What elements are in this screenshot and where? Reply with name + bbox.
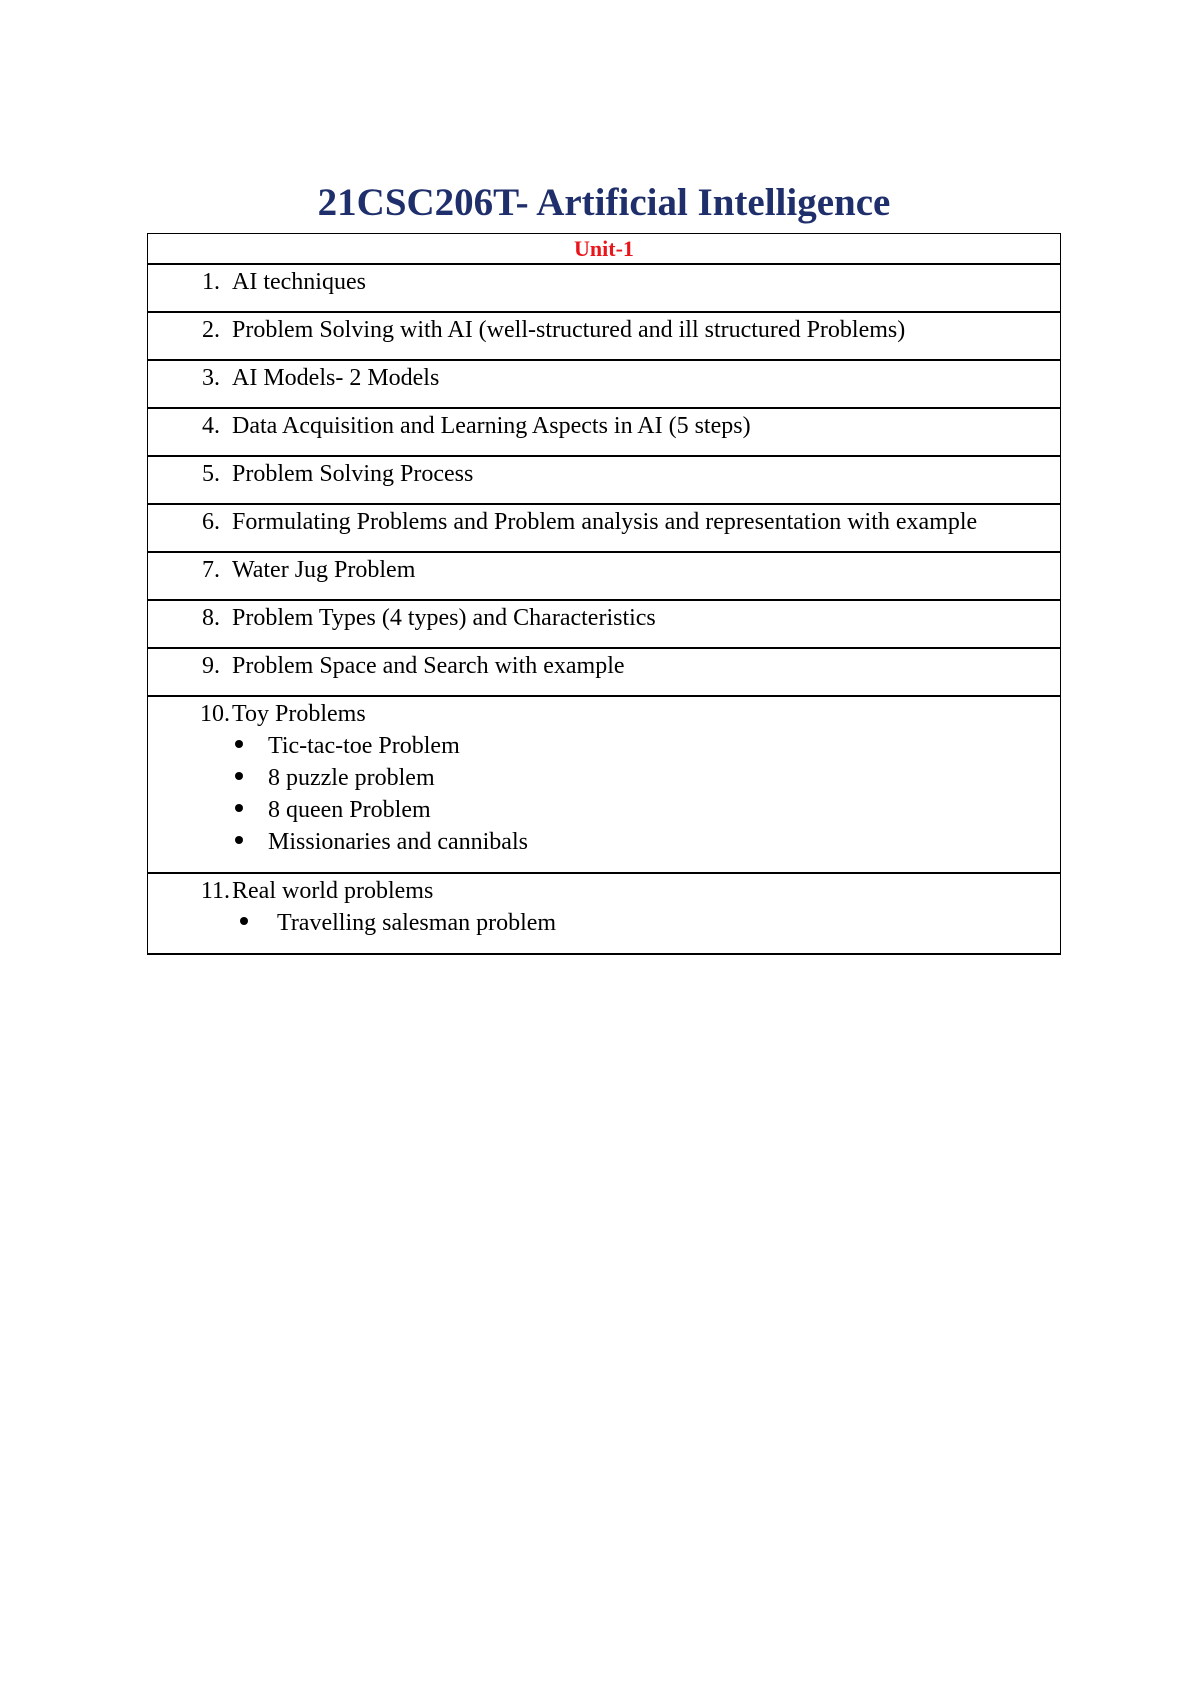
topic-number: 3. [202, 365, 220, 391]
unit-heading: Unit-1 [148, 234, 1061, 265]
topic-line [148, 874, 1060, 907]
subtopic-item [148, 826, 1060, 858]
topic-number: 8. [202, 605, 220, 631]
topic-number: 11. [200, 878, 230, 904]
topic-text: Problem Space and Search with example [232, 653, 625, 679]
topic-row [148, 552, 1061, 600]
bullet-icon [235, 836, 243, 844]
bullet-icon [235, 772, 243, 780]
topic-cell [148, 648, 1061, 696]
topic-text: Data Acquisition and Learning Aspects in AI (5 steps) [232, 413, 751, 439]
topic-cell [148, 696, 1061, 873]
topic-line [148, 553, 1060, 586]
topic-cell [148, 456, 1061, 504]
topic-text: Problem Solving Process [232, 461, 474, 487]
topic-text: Real world problems [232, 878, 434, 904]
topic-cell [148, 600, 1061, 648]
topic-cell [148, 360, 1061, 408]
topic-row [148, 264, 1061, 312]
topic-text: Problem Types (4 types) and Characteristics [232, 605, 656, 631]
syllabus-table [147, 233, 1061, 955]
topic-line [148, 361, 1060, 394]
topic-line [148, 649, 1060, 682]
topic-line [148, 409, 1060, 442]
topic-row [148, 873, 1061, 954]
topic-cell [148, 552, 1061, 600]
subtopic-text: Tic-tac-toe Problem [268, 733, 460, 759]
topic-text: Problem Solving with AI (well-structured and ill structured Problems) [232, 317, 906, 343]
topic-number: 9. [202, 653, 220, 679]
bullet-icon [235, 740, 243, 748]
topic-row [148, 360, 1061, 408]
syllabus-table-body [148, 234, 1061, 955]
subtopic-text: 8 puzzle problem [268, 765, 435, 791]
topic-text: Formulating Problems and Problem analysis and representation with example [232, 509, 978, 535]
topic-number: 1. [202, 269, 220, 295]
topic-row [148, 600, 1061, 648]
subtopic-item [148, 730, 1060, 762]
bullet-icon [240, 917, 248, 925]
topic-text: Toy Problems [232, 701, 366, 727]
document-title: 21CSC206T- Artificial Intelligence [317, 181, 891, 224]
topic-cell [148, 264, 1061, 312]
topic-number: 7. [202, 557, 220, 583]
topic-line [148, 265, 1060, 298]
topic-cell [148, 873, 1061, 954]
topic-line [148, 601, 1060, 634]
topic-row [148, 504, 1061, 552]
topic-text: AI Models- 2 Models [232, 365, 440, 391]
topic-line [148, 313, 1060, 346]
subtopic-text: Missionaries and cannibals [268, 829, 528, 855]
topic-line [148, 697, 1060, 730]
subtopic-item [148, 762, 1060, 794]
bullet-icon [235, 804, 243, 812]
topic-row [148, 696, 1061, 873]
subtopic-item [148, 907, 1060, 939]
subtopic-text: Travelling salesman problem [277, 910, 557, 936]
topic-row [148, 456, 1061, 504]
topic-cell [148, 504, 1061, 552]
topic-line [148, 457, 1060, 490]
topic-number: 4. [202, 413, 220, 439]
unit-header-row [148, 234, 1061, 265]
subtopic-text: 8 queen Problem [268, 797, 431, 823]
subtopic-list [148, 907, 1060, 939]
topic-number: 10. [200, 701, 230, 727]
topic-text: Water Jug Problem [232, 557, 416, 583]
topic-text: AI techniques [232, 269, 366, 295]
topic-row [148, 648, 1061, 696]
subtopic-item [148, 794, 1060, 826]
topic-cell [148, 408, 1061, 456]
topic-line [148, 505, 1060, 538]
topic-row [148, 312, 1061, 360]
topic-number: 2. [202, 317, 220, 343]
topic-cell [148, 312, 1061, 360]
topic-number: 6. [202, 509, 220, 535]
topic-row [148, 408, 1061, 456]
subtopic-list [148, 730, 1060, 858]
topic-number: 5. [202, 461, 220, 487]
